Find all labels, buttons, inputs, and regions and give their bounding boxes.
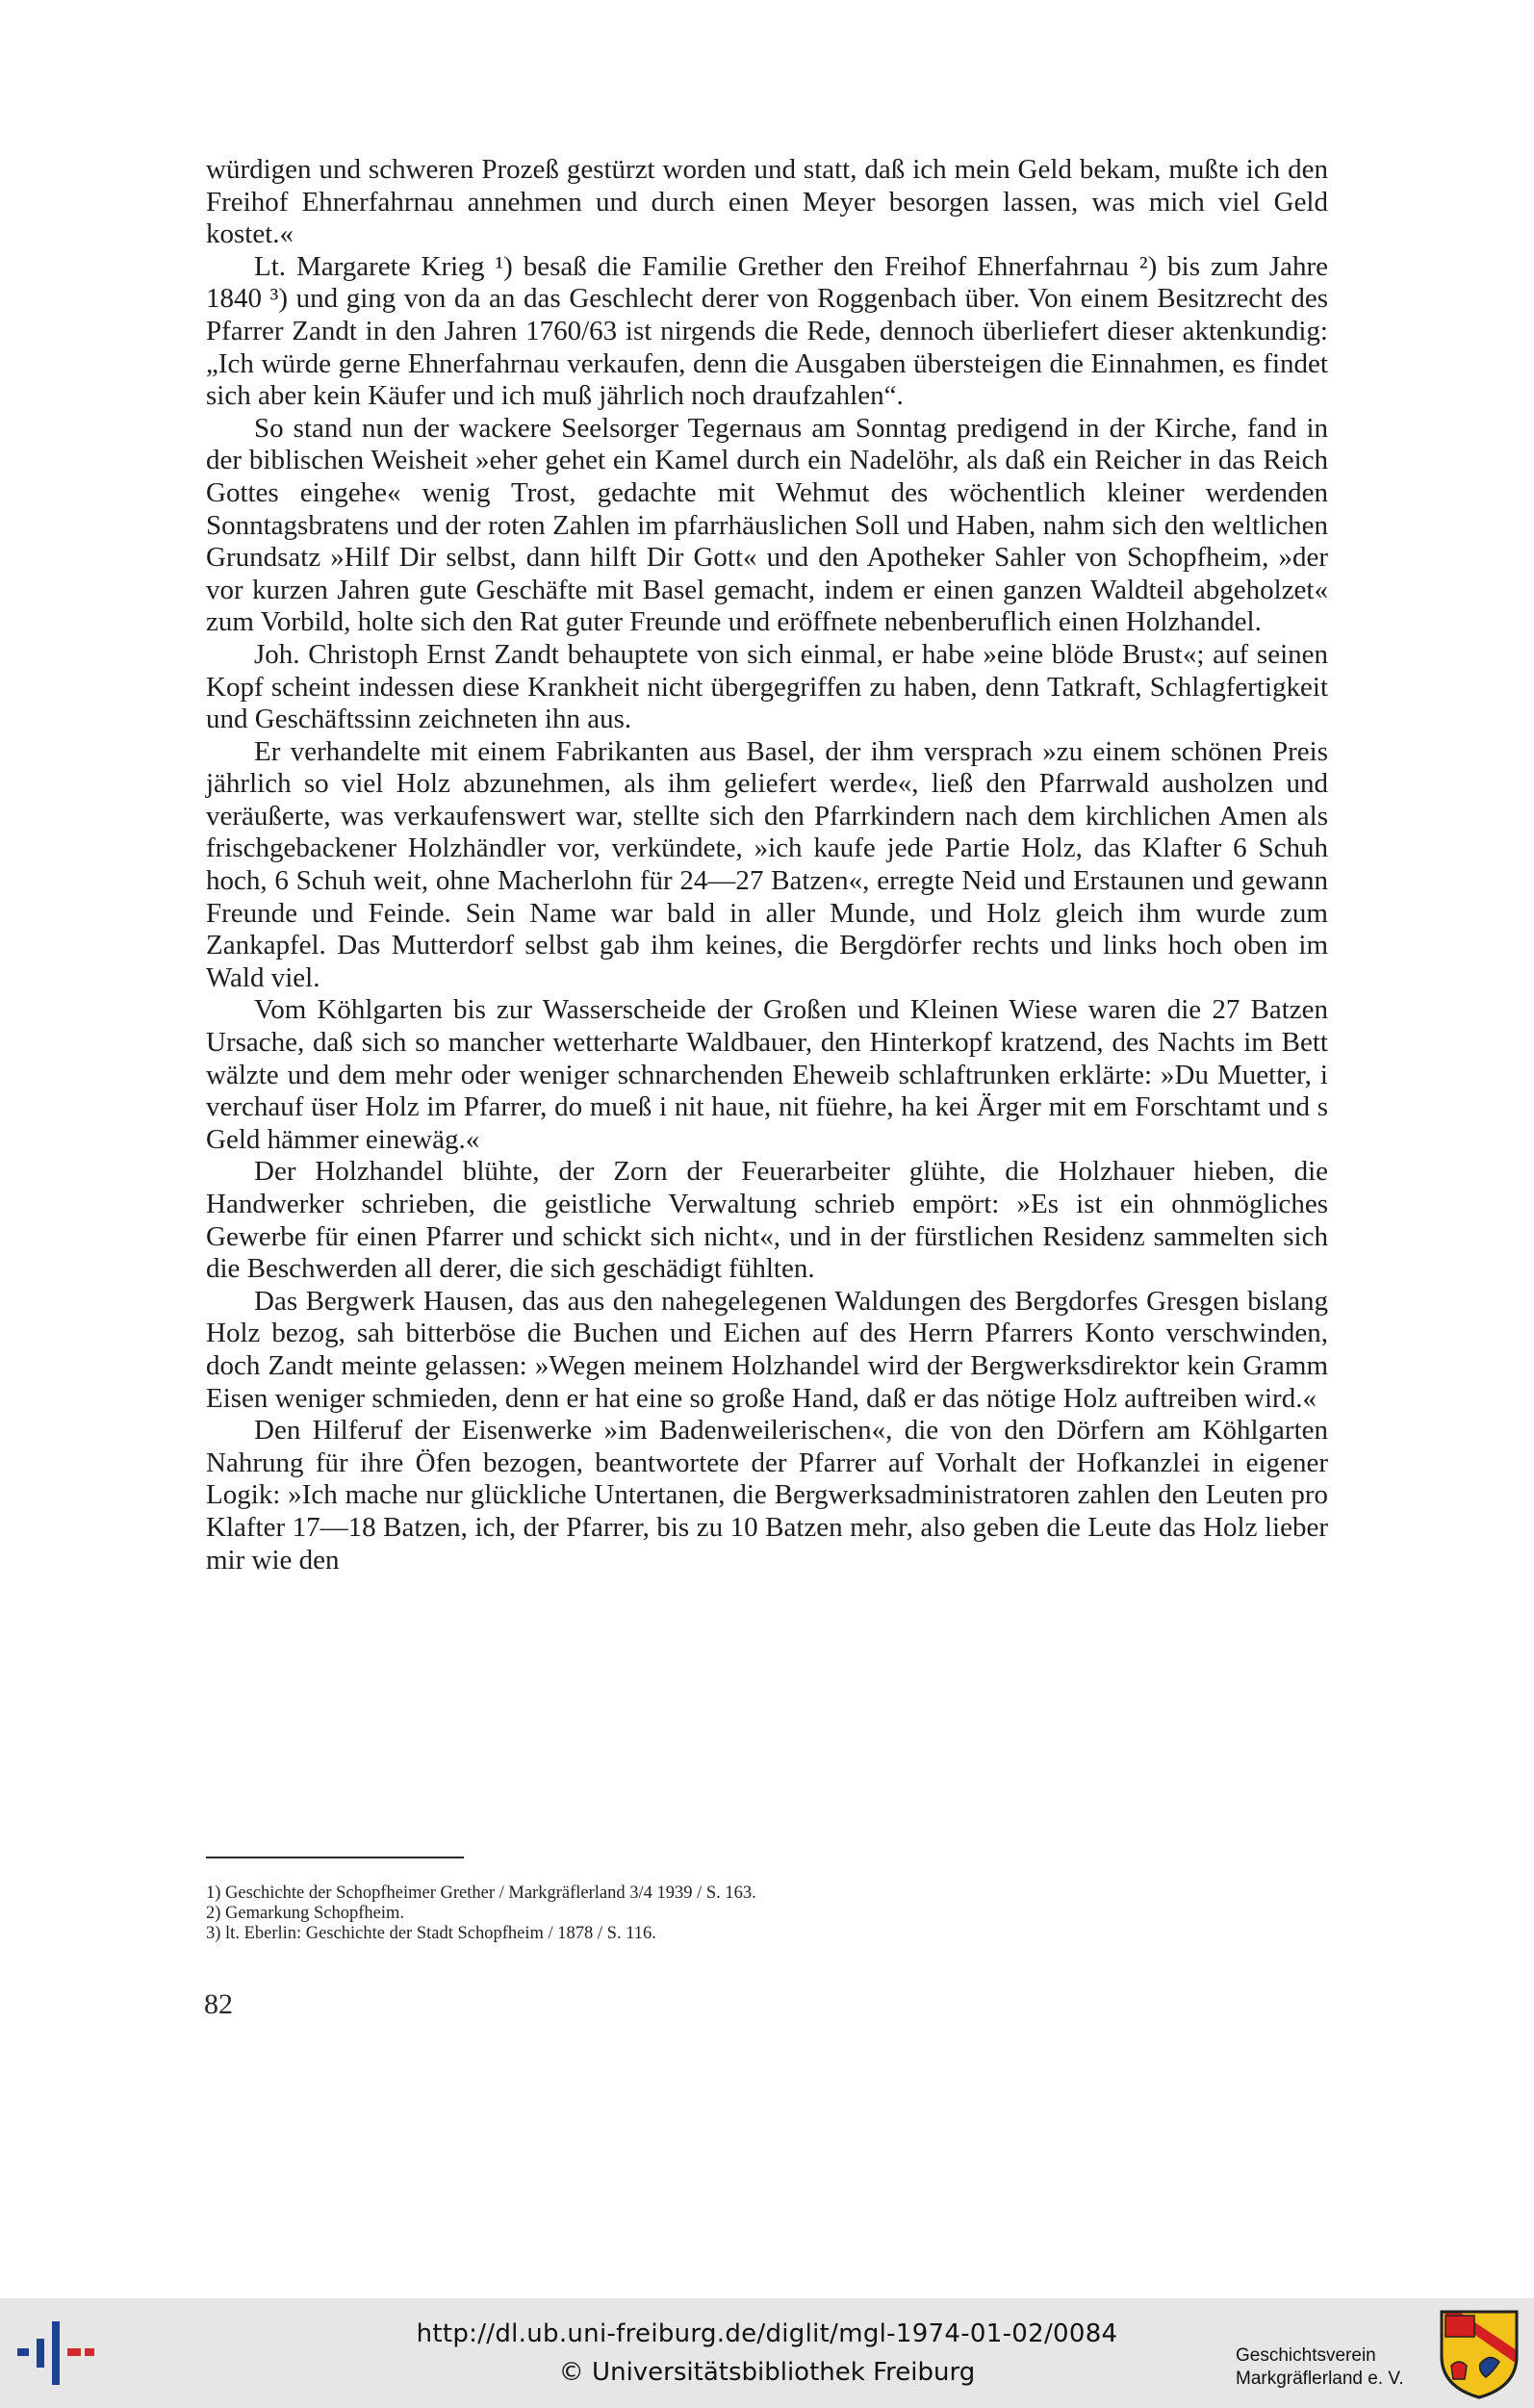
paragraph: Vom Köhlgarten bis zur Wasserscheide der Großen und Kleinen Wiese waren die 27 Batzen Ursache, daß sich so mancher wetterharte Waldbauer, den Hinterkopf kratzend, des Nachts im Bett wälzte und dem mehr oder weniger schnarchenden Eheweib schlaftrunken erklärte: »Du Muetter, i verchauf üser Holz im Pfarrer, do mueß i nit haue, nit füehre, ha kei Ärger mit em Forschtamt und s Geld hämmer einewäg.« (206, 994, 1328, 1155)
paragraph: Den Hilferuf der Eisenwerke »im Badenweilerischen«, die von den Dörfern am Köhlgarten Nahrung für ihre Öfen bezogen, beantwortete der Pfarrer auf Vorhalt der Hofkanzlei in eigener Logik: »Ich mache nur glückliche Untertanen, die Bergwerksadministratoren zahlen den Leuten pro Klafter 17—18 Batzen, ich, der Pfarrer, bis zu 10 Batzen mehr, also geben die Leute das Holz lieber mir wie den (206, 1415, 1328, 1575)
paragraph: So stand nun der wackere Seelsorger Tegernaus am Sonntag predigend in der Kirche, fand in der biblischen Weisheit »eher gehet ein Kamel durch ein Nadelöhr, als daß ein Reicher in das Reich Gottes eingehe« wenig Trost, gedachte mit Wehmut des wöchentlich kleiner werdenden Sonntagsbratens und der roten Zahlen im pfarrhäuslichen Soll und Haben, nahm sich den weltlichen Grundsatz »Hilf Dir selbst, dann hilft Dir Gott« und den Apotheker Sahler von Schopfheim, »der vor kurzen Jahren gute Geschäfte mit Basel gemacht, indem er einen ganzen Waldteil abgeholzet« zum Vorbild, holte sich den Rat guter Freunde und eröffnete nebenberuflich einen Holzhandel. (206, 412, 1328, 638)
footer-bar (0, 2298, 1534, 2408)
paragraph: Das Bergwerk Hausen, das aus den nahegelegenen Waldungen des Bergdorfes Gresgen bislang Holz bezog, sah bitterböse die Buchen und Eichen auf des Herrn Pfarrers Konto verschwinden, doch Zandt meinte gelassen: »Wegen meinem Holzhandel wird der Bergwerksdirektor kein Gramm Eisen weniger schmieden, denn er hat eine so große Hand, daß er das nötige Holz auftreiben wird.« (206, 1285, 1328, 1414)
page-number: 82 (204, 1988, 233, 2020)
society-name-line: Markgräflerland e. V. (1236, 2369, 1404, 2389)
footnote-divider (206, 1857, 464, 1858)
paragraph: Joh. Christoph Ernst Zandt behauptete von sich einmal, er habe »eine blöde Brust«; auf seinen Kopf scheint indessen diese Krankheit nicht übergegriffen zu haben, denn Tatkraft, Schlagfertigkeit und Geschäftssinn zeichneten ihn aus. (206, 638, 1328, 735)
paragraph: Lt. Margarete Krieg ¹) besaß die Familie Grether den Freihof Ehnerfahrnau ²) bis zum Jahre 1840 ³) und ging von da an das Geschlecht derer von Roggenbach über. Von einem Besitzrecht des Pfarrer Zandt in den Jahren 1760/63 ist nirgends die Rede, dennoch überliefert dieser aktenkundig: „Ich würde gerne Ehnerfahrnau verkaufen, denn die Ausgaben übersteigen die Einnahmen, es findet sich aber kein Käufer und ich muß jährlich noch draufzahlen“. (206, 250, 1328, 412)
paragraph: würdigen und schweren Prozeß gestürzt worden und statt, daß ich mein Geld bekam, mußte ich den Freihof Ehnerfahrnau annehmen und durch einen Meyer besorgen lassen, was mich viel Geld kostet.« (206, 154, 1328, 250)
footnote: 3) lt. Eberlin: Geschichte der Stadt Schopfheim / 1878 / S. 116. (206, 1924, 656, 1943)
copyright-text: © Universitätsbibliothek Freiburg (558, 2358, 976, 2387)
source-url-link[interactable]: http://dl.ub.uni-freiburg.de/diglit/mgl-1974-01-02/0084 (416, 2319, 1118, 2348)
society-name-line: Geschichtsverein (1236, 2345, 1376, 2366)
footnote: 2) Gemarkung Schopfheim. (206, 1904, 405, 1923)
society-name (1236, 2344, 1447, 2391)
coat-of-arms-icon[interactable] (1438, 2308, 1521, 2400)
body-text (206, 154, 1328, 1576)
footnotes (206, 1883, 1168, 1944)
footnote: 1) Geschichte der Schopfheimer Grether / Markgräflerland 3/4 1939 / S. 163. (206, 1883, 756, 1903)
paragraph: Der Holzhandel blühte, der Zorn der Feuerarbeiter glühte, die Holzhauer hieben, die Handwerker schrieben, die geistliche Verwaltung schrieb empört: »Es ist ein ohnmögliches Gewerbe für einen Pfarrer und schickt sich nicht«, und in der fürstlichen Residenz sammelten sich die Beschwerden all derer, die sich geschädigt fühlten. (206, 1156, 1328, 1285)
paragraph: Er verhandelte mit einem Fabrikanten aus Basel, der ihm versprach »zu einem schönen Preis jährlich so viel Holz abzunehmen, als ihm geliefert werde«, ließ den Pfarrwald ausholzen und veräußerte, was verkaufenswert war, stellte sich den Pfarrkindern nach dem kirchlichen Amen als frischgebackener Holzhändler vor, verkündete, »ich kaufe jede Partie Holz, das Klafter 6 Schuh hoch, 6 Schuh weit, ohne Macherlohn für 24—27 Batzen«, erregte Neid und Erstaunen und gewann Freunde und Feinde. Sein Name war bald in aller Munde, und Holz gleich ihm wurde zum Zankapfel. Das Mutterdorf selbst gab ihm keines, die Bergdörfer rechts und links hoch oben im Wald viel. (206, 735, 1328, 993)
